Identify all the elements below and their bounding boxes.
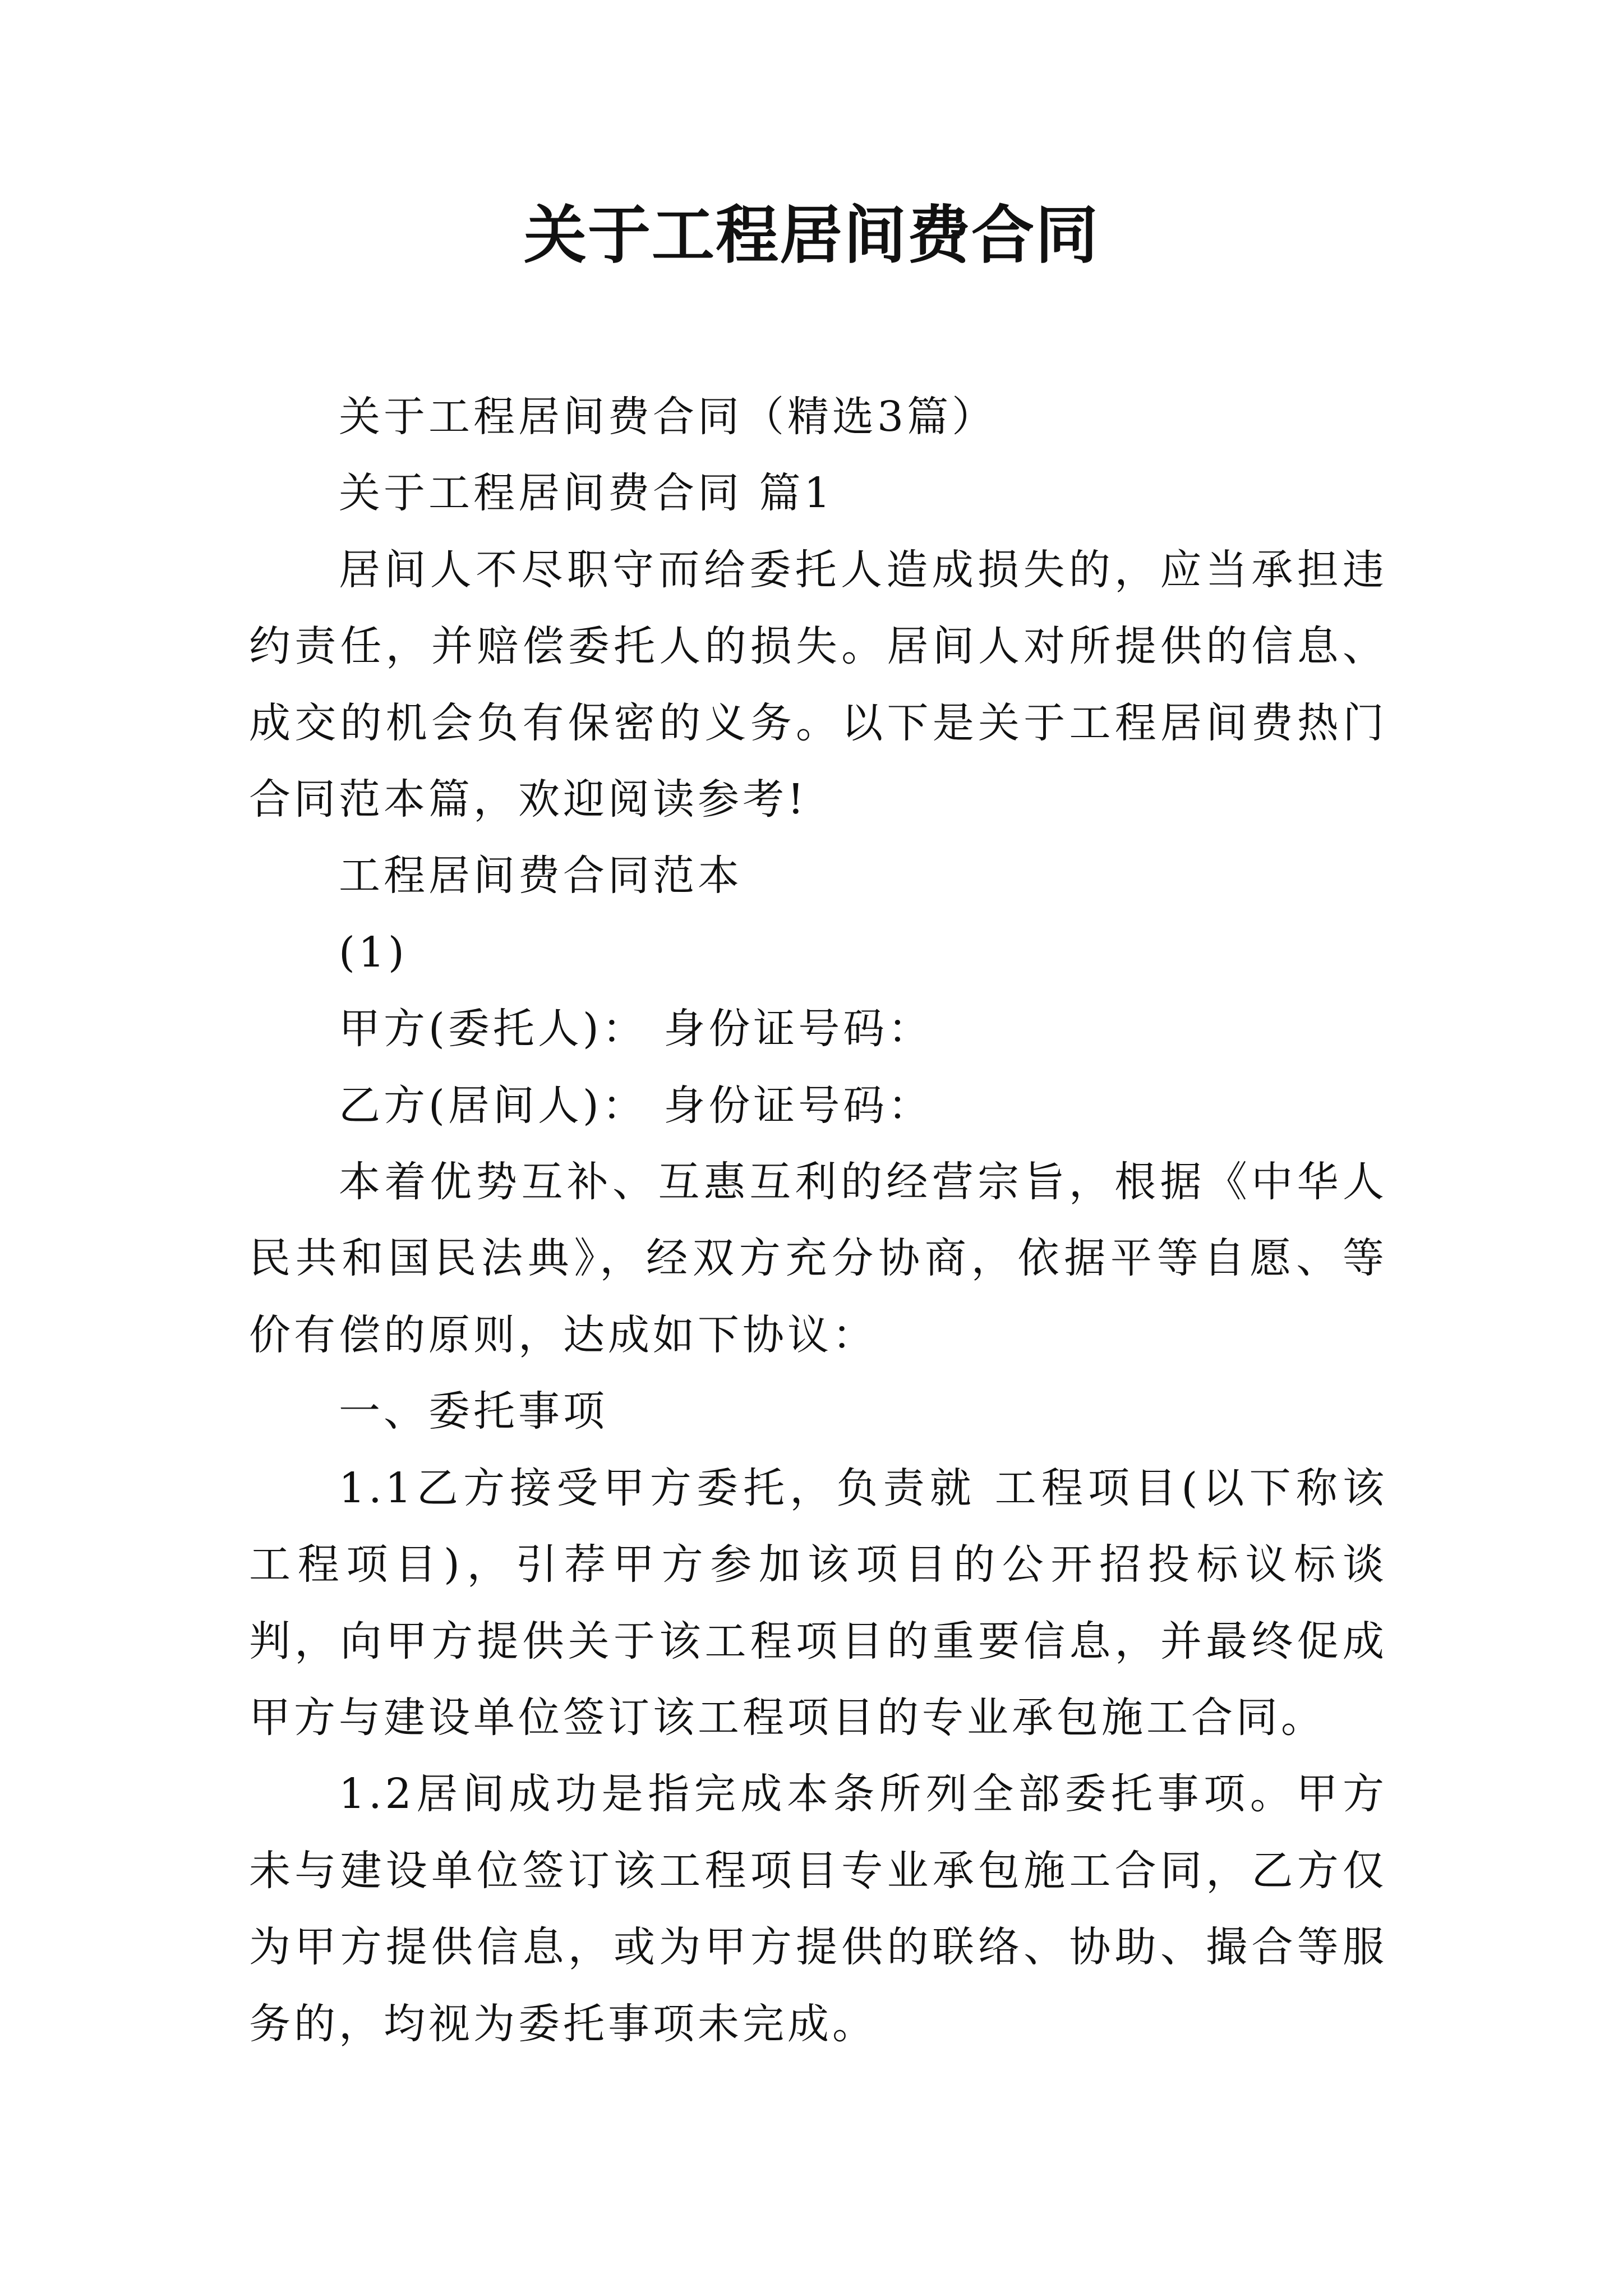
paragraph-section-heading: 关于工程居间费合同 篇1	[339, 469, 834, 518]
paragraph-clause-1-2: 1.2居间成功是指完成本条所列全部委托事项。甲方未与建设单位签订该工程项目专业承包施工合同，乙方仅为甲方提供信息，或为甲方提供的联络、协助、撮合等服务的，均视为委托事项未完成。	[249, 1770, 1387, 2048]
paragraph-party-a: 甲方(委托人)： 身份证号码：	[339, 1005, 933, 1053]
paragraph-preamble: 本着优势互补、互惠互利的经营宗旨，根据《中华人民共和国民法典》，经双方充分协商，依据平等自愿、等价有偿的原则，达成如下协议：	[249, 1158, 1387, 1359]
paragraph-party-b: 乙方(居间人)： 身份证号码：	[339, 1081, 933, 1130]
paragraph-number: (1)	[339, 928, 408, 977]
paragraph-clause-1-1: 1.1乙方接受甲方委托，负责就 工程项目(以下称该工程项目)，引荐甲方参加该项目的公开招投标议标谈判，向甲方提供关于该工程项目的重要信息，并最终促成甲方与建设单位签订该工程项目的专业承包施工合同。	[249, 1464, 1387, 1742]
document-body	[249, 379, 1387, 2062]
paragraph-template-title: 工程居间费合同范本	[339, 852, 743, 900]
paragraph-clause-heading: 一、委托事项	[339, 1387, 608, 1436]
document-title: 关于工程居间费合同	[524, 199, 1099, 272]
paragraph-subtitle: 关于工程居间费合同（精选3篇）	[339, 393, 997, 441]
paragraph-intro: 居间人不尽职守而给委托人造成损失的，应当承担违约责任，并赔偿委托人的损失。居间人对所提供的信息、成交的机会负有保密的义务。以下是关于工程居间费热门合同范本篇，欢迎阅读参考!	[249, 545, 1387, 824]
